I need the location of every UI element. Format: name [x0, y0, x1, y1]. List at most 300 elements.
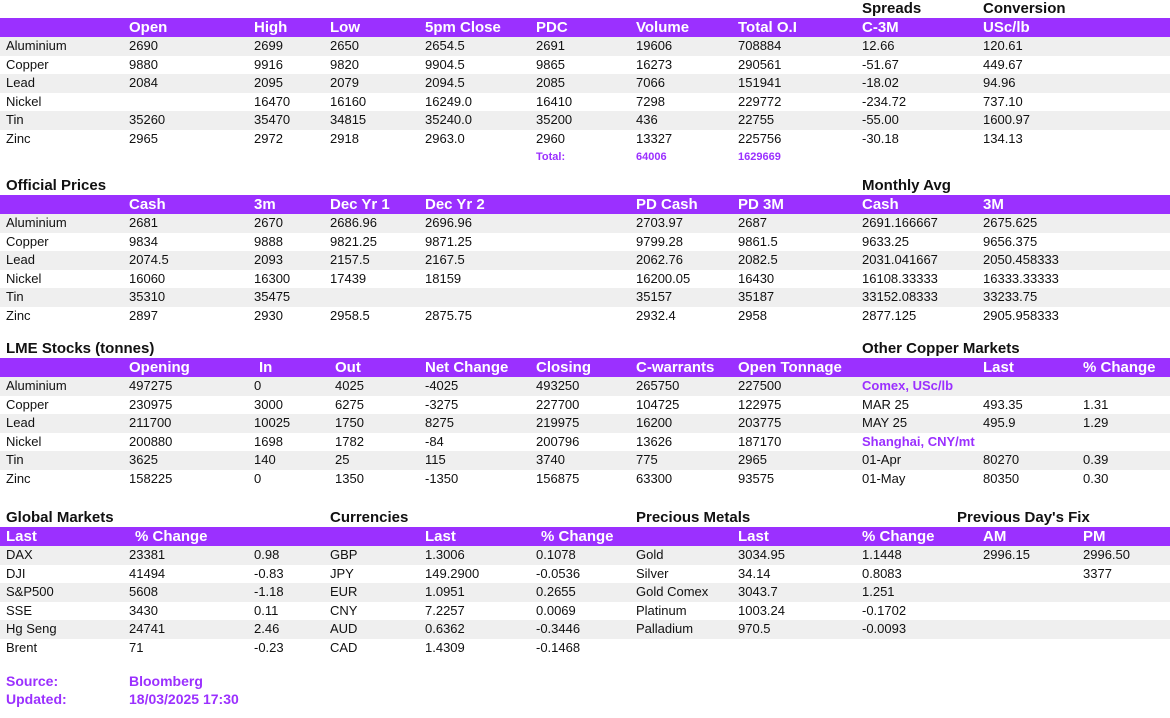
stocks-row [0, 470, 1170, 489]
markets-row [0, 583, 1170, 602]
metal-name: Aluminium [6, 38, 67, 53]
in-value: 0 [254, 470, 262, 486]
avg-cash-value: 2691.166667 [862, 215, 938, 230]
section1-title-row [0, 0, 1170, 18]
col-avg-3m: 3M [983, 196, 1004, 213]
closing-value: 3740 [536, 452, 565, 467]
conversion-value: 1600.97 [983, 112, 1030, 127]
close-value: 2963.0 [425, 130, 465, 146]
in-value: 3000 [254, 396, 283, 412]
net-change-value: 115 [425, 452, 446, 467]
official-row [0, 288, 1170, 307]
contract-label: MAR 25 [862, 396, 909, 412]
high-value: 35470 [254, 112, 291, 127]
closing-value: 227700 [536, 396, 580, 412]
oi-value: 290561 [738, 56, 782, 72]
open-value: 2965 [129, 130, 158, 146]
prices-header-row [0, 18, 1170, 37]
other-last-value: 493.35 [983, 396, 1023, 412]
precious-name: Gold [636, 547, 664, 562]
markets-row [0, 602, 1170, 621]
precious-name: Gold Comex [636, 584, 709, 599]
conversion-value: 120.61 [983, 38, 1023, 53]
precious-change: -0.1702 [862, 602, 907, 618]
pd-3m-value: 16430 [738, 270, 775, 286]
c-warrants-value: 265750 [636, 378, 680, 393]
metal-name: Tin [6, 289, 24, 304]
official-prices-title: Official Prices [6, 177, 107, 194]
pd-cash-value: 2062.76 [636, 252, 683, 267]
other-last-value: 80270 [983, 452, 1020, 467]
opening-value: 211700 [129, 415, 172, 430]
open-value: 9880 [129, 56, 158, 72]
low-value: 9820 [330, 56, 359, 72]
metal-name: Nickel [6, 433, 42, 449]
footer [0, 672, 1170, 718]
col-total-oi: Total O.I [738, 19, 797, 36]
precious-last: 1003.24 [738, 602, 785, 618]
col-low: Low [330, 19, 360, 36]
other-change-value: 1.31 [1083, 396, 1109, 412]
precious-change: 0.8083 [862, 565, 902, 581]
markets-section [0, 509, 1170, 657]
cash-value: 2074.5 [129, 252, 169, 267]
currency-change: 0.2655 [536, 584, 576, 599]
index-last: 24741 [129, 621, 166, 636]
closing-value: 219975 [536, 415, 580, 430]
net-change-value: 8275 [425, 415, 454, 430]
markets-row [0, 620, 1170, 639]
col-fix-am: AM [983, 528, 1007, 545]
index-name: SSE [6, 602, 33, 618]
pdc-value: 2960 [536, 130, 565, 146]
dec-yr1-value: 9821.25 [330, 233, 377, 249]
oi-value: 151941 [738, 75, 782, 90]
contract-label: MAY 25 [862, 415, 908, 430]
index-name: Brent [6, 639, 38, 655]
official-header-row [0, 195, 1170, 214]
c-warrants-value: 104725 [636, 396, 680, 412]
col-usc-lb: USc/lb [983, 19, 1030, 36]
col-volume: Volume [636, 19, 690, 36]
out-value: 4025 [335, 378, 364, 393]
high-value: 2095 [254, 75, 283, 90]
col-c-3m: C-3M [862, 19, 899, 36]
volume-value: 7298 [636, 93, 665, 109]
dec-yr1-value: 2686.96 [330, 215, 377, 230]
col-opening: Opening [129, 359, 190, 376]
precious-change: 1.251 [862, 584, 895, 599]
out-value: 1750 [335, 415, 364, 430]
index-name: Hg Seng [6, 621, 57, 636]
conversion-value: 94.96 [983, 75, 1016, 90]
index-last: 71 [129, 639, 144, 655]
col-dec-yr2: Dec Yr 2 [425, 196, 485, 213]
avg-3m-value: 33233.75 [983, 289, 1038, 304]
oi-value: 229772 [738, 93, 782, 109]
close-value: 2654.5 [425, 38, 465, 53]
index-name: DAX [6, 547, 33, 562]
avg-3m-value: 2050.458333 [983, 252, 1059, 267]
dec-yr1-value: 2958.5 [330, 307, 370, 323]
official-row [0, 270, 1170, 289]
cash-value: 2681 [129, 215, 158, 230]
pdc-value: 35200 [536, 112, 573, 127]
fix-am-value: 2996.15 [983, 547, 1030, 562]
volume-value: 7066 [636, 75, 665, 90]
currency-name: CNY [330, 602, 358, 618]
out-value: 25 [335, 452, 350, 467]
in-value: 0 [254, 378, 262, 393]
source-value: Bloomberg [129, 673, 203, 689]
net-change-value: -4025 [425, 378, 459, 393]
metal-name: Nickel [6, 270, 42, 286]
col-precious-change: % Change [862, 528, 935, 545]
cash-value: 35310 [129, 289, 166, 304]
high-value: 16470 [254, 93, 291, 109]
col-precious-last: Last [738, 528, 769, 545]
conversion-value: 449.67 [983, 56, 1023, 72]
conversion-value: 134.13 [983, 130, 1023, 146]
metal-name: Tin [6, 452, 24, 467]
precious-last: 970.5 [738, 621, 771, 636]
currency-change: -0.3446 [536, 621, 581, 636]
net-change-value: -84 [425, 433, 444, 449]
c-warrants-value: 13626 [636, 433, 673, 449]
stocks-row [0, 414, 1170, 433]
pdc-value: 16410 [536, 93, 573, 109]
index-last: 23381 [129, 547, 166, 562]
stocks-header-row [0, 358, 1170, 377]
metal-name: Lead [6, 415, 35, 430]
col-other-change: % Change [1083, 359, 1156, 376]
3m-value: 16300 [254, 270, 291, 286]
close-value: 16249.0 [425, 93, 472, 109]
pd-3m-value: 9861.5 [738, 233, 778, 249]
high-value: 2699 [254, 38, 283, 53]
col-high: High [254, 19, 288, 36]
dec-yr2-value: 18159 [425, 270, 462, 286]
opening-value: 497275 [129, 378, 173, 393]
total-volume: 64006 [636, 151, 667, 163]
col-currency-change: % Change [541, 528, 614, 545]
c-warrants-value: 775 [636, 452, 658, 467]
avg-cash-value: 2877.125 [862, 307, 917, 323]
spread-value: -55.00 [862, 112, 899, 127]
metal-name: Nickel [6, 93, 42, 109]
currency-change: 0.0069 [536, 602, 576, 618]
dec-yr2-value: 2167.5 [425, 252, 465, 267]
currency-change: 0.1078 [536, 547, 576, 562]
low-value: 16160 [330, 93, 367, 109]
pd-3m-value: 2958 [738, 307, 767, 323]
avg-cash-value: 9633.25 [862, 233, 909, 249]
metal-name: Copper [6, 56, 49, 72]
currency-name: JPY [330, 565, 354, 581]
metal-name: Lead [6, 75, 35, 90]
lme-stocks-title: LME Stocks (tonnes) [6, 340, 155, 357]
currency-change: -0.1468 [536, 639, 581, 655]
open-tonnage-value: 93575 [738, 470, 775, 486]
stocks-row [0, 377, 1170, 396]
updated-label: Updated: [6, 691, 67, 707]
metal-name: Aluminium [6, 378, 67, 393]
in-value: 140 [254, 452, 276, 467]
col-5pm-close: 5pm Close [425, 19, 501, 36]
close-value: 2094.5 [425, 75, 465, 90]
avg-cash-value: 2031.041667 [862, 252, 938, 267]
c-warrants-value: 16200 [636, 415, 673, 430]
section2-title-row [0, 177, 1170, 195]
spread-value: -30.18 [862, 130, 899, 146]
low-value: 2918 [330, 130, 359, 146]
index-change: 2.46 [254, 621, 280, 636]
col-pdc: PDC [536, 19, 568, 36]
col-avg-cash: Cash [862, 196, 899, 213]
volume-value: 436 [636, 112, 658, 127]
market-group-label: Shanghai, CNY/mt [862, 433, 975, 449]
section4-title-row [0, 509, 1170, 527]
in-value: 1698 [254, 433, 283, 449]
col-c-warrants: C-warrants [636, 359, 715, 376]
avg-cash-value: 33152.08333 [862, 289, 938, 304]
prices-row [0, 130, 1170, 149]
lme-stocks-section [0, 340, 1170, 488]
stocks-row [0, 433, 1170, 452]
index-change: -0.23 [254, 639, 284, 655]
avg-cash-value: 16108.33333 [862, 270, 938, 286]
precious-name: Platinum [636, 602, 687, 618]
source-label: Source: [6, 673, 59, 689]
col-open-tonnage: Open Tonnage [738, 359, 842, 376]
pd-3m-value: 2687 [738, 215, 767, 230]
markets-header-row [0, 527, 1170, 546]
other-last-value: 495.9 [983, 415, 1016, 430]
dec-yr2-value: 2875.75 [425, 307, 472, 323]
net-change-value: -1350 [425, 470, 459, 486]
pd-cash-value: 9799.28 [636, 233, 683, 249]
spread-value: -18.02 [862, 75, 899, 90]
high-value: 2972 [254, 130, 283, 146]
currency-last: 1.0951 [425, 584, 465, 599]
low-value: 34815 [330, 112, 367, 127]
pd-3m-value: 35187 [738, 289, 775, 304]
3m-value: 2930 [254, 307, 283, 323]
opening-value: 200880 [129, 433, 173, 449]
pd-cash-value: 16200.05 [636, 270, 691, 286]
col-pd-3m: PD 3M [738, 196, 784, 213]
official-row [0, 251, 1170, 270]
previous-fix-title: Previous Day's Fix [957, 509, 1090, 526]
metal-name: Tin [6, 112, 24, 127]
metal-name: Zinc [6, 307, 31, 323]
open-value: 35260 [129, 112, 166, 127]
open-value: 2084 [129, 75, 158, 90]
markets-row [0, 546, 1170, 565]
opening-value: 230975 [129, 396, 173, 412]
closing-value: 200796 [536, 433, 580, 449]
other-change-value: 0.39 [1083, 452, 1109, 467]
col-global-change: % Change [135, 528, 208, 545]
updated-value: 18/03/2025 17:30 [129, 691, 239, 707]
col-dec-yr1: Dec Yr 1 [330, 196, 390, 213]
conversion-value: 737.10 [983, 93, 1023, 109]
currency-last: 149.2900 [425, 565, 480, 581]
precious-change: -0.0093 [862, 621, 907, 636]
official-row [0, 307, 1170, 326]
pd-cash-value: 2703.97 [636, 215, 683, 230]
high-value: 9916 [254, 56, 283, 72]
volume-value: 19606 [636, 38, 673, 53]
volume-value: 13327 [636, 130, 673, 146]
precious-metals-title: Precious Metals [636, 509, 751, 526]
open-tonnage-value: 2965 [738, 452, 767, 467]
volume-value: 16273 [636, 56, 673, 72]
col-global-last: Last [6, 528, 37, 545]
col-cash: Cash [129, 196, 166, 213]
pd-3m-value: 2082.5 [738, 252, 778, 267]
stocks-row [0, 396, 1170, 415]
col-in: In [259, 359, 273, 376]
low-value: 2079 [330, 75, 359, 90]
cash-value: 9834 [129, 233, 158, 249]
col-pd-cash: PD Cash [636, 196, 698, 213]
oi-value: 22755 [738, 112, 775, 127]
avg-3m-value: 16333.33333 [983, 270, 1059, 286]
index-last: 5608 [129, 584, 158, 599]
dec-yr2-value: 9871.25 [425, 233, 472, 249]
open-tonnage-value: 203775 [738, 415, 782, 430]
currency-last: 0.6362 [425, 621, 465, 636]
markets-row [0, 565, 1170, 584]
total-row [0, 148, 1170, 167]
col-out: Out [335, 359, 361, 376]
section3-title-row [0, 340, 1170, 358]
open-tonnage-value: 187170 [738, 433, 782, 449]
prices-row [0, 74, 1170, 93]
markets-row [0, 639, 1170, 658]
spread-value: -51.67 [862, 56, 899, 72]
currencies-title: Currencies [330, 509, 409, 526]
official-row [0, 233, 1170, 252]
fix-pm-value: 3377 [1083, 565, 1112, 581]
pdc-value: 9865 [536, 56, 565, 72]
other-last-value: 80350 [983, 470, 1020, 486]
precious-last: 34.14 [738, 565, 771, 581]
oi-value: 225756 [738, 130, 782, 146]
index-change: -0.83 [254, 565, 284, 581]
index-last: 41494 [129, 565, 166, 581]
spread-value: 12.66 [862, 38, 895, 53]
prices-row [0, 37, 1170, 56]
net-change-value: -3275 [425, 396, 459, 412]
currency-change: -0.0536 [536, 565, 581, 581]
avg-3m-value: 2675.625 [983, 215, 1038, 230]
dec-yr1-value: 17439 [330, 270, 367, 286]
opening-value: 3625 [129, 452, 158, 467]
col-net-change: Net Change [425, 359, 509, 376]
other-change-value: 1.29 [1083, 415, 1109, 430]
in-value: 10025 [254, 415, 291, 430]
closing-value: 493250 [536, 378, 580, 393]
currency-name: AUD [330, 621, 358, 636]
total-label: Total: [536, 151, 566, 163]
index-name: DJI [6, 565, 26, 581]
avg-3m-value: 9656.375 [983, 233, 1038, 249]
fix-pm-value: 2996.50 [1083, 547, 1130, 562]
3m-value: 9888 [254, 233, 283, 249]
pdc-value: 2085 [536, 75, 565, 90]
open-value: 2690 [129, 38, 158, 53]
precious-last: 3043.7 [738, 584, 778, 599]
index-last: 3430 [129, 602, 158, 618]
prices-row [0, 56, 1170, 75]
pdc-value: 2691 [536, 38, 565, 53]
cash-value: 2897 [129, 307, 158, 323]
close-value: 9904.5 [425, 56, 465, 72]
col-open: Open [129, 19, 168, 36]
c-warrants-value: 63300 [636, 470, 673, 486]
3m-value: 2093 [254, 252, 283, 267]
index-name: S&P500 [6, 584, 54, 599]
open-tonnage-value: 122975 [738, 396, 782, 412]
out-value: 1350 [335, 470, 364, 486]
cash-value: 16060 [129, 270, 166, 286]
official-prices-section [0, 177, 1170, 325]
metal-name: Aluminium [6, 215, 67, 230]
currency-name: CAD [330, 639, 358, 655]
currency-name: GBP [330, 547, 358, 562]
oi-value: 708884 [738, 38, 782, 53]
stocks-row [0, 451, 1170, 470]
opening-value: 158225 [129, 470, 173, 486]
official-row [0, 214, 1170, 233]
global-markets-title: Global Markets [6, 509, 114, 526]
3m-value: 35475 [254, 289, 291, 304]
pd-cash-value: 35157 [636, 289, 673, 304]
monthly-avg-title: Monthly Avg [862, 177, 951, 194]
metal-name: Zinc [6, 470, 31, 486]
precious-last: 3034.95 [738, 547, 785, 562]
index-change: -1.18 [254, 584, 284, 599]
metal-name: Copper [6, 233, 49, 249]
index-change: 0.98 [254, 547, 280, 562]
closing-value: 156875 [536, 470, 580, 486]
currency-last: 1.4309 [425, 639, 465, 655]
precious-name: Silver [636, 565, 669, 581]
low-value: 2650 [330, 38, 359, 53]
col-other-last: Last [983, 359, 1014, 376]
pd-cash-value: 2932.4 [636, 307, 676, 323]
open-tonnage-value: 227500 [738, 378, 782, 393]
prices-row [0, 111, 1170, 130]
spread-value: -234.72 [862, 93, 907, 109]
currency-last: 1.3006 [425, 547, 465, 562]
currency-last: 7.2257 [425, 602, 465, 618]
col-fix-pm: PM [1083, 528, 1106, 545]
dec-yr2-value: 2696.96 [425, 215, 472, 230]
contract-label: 01-May [862, 470, 906, 486]
conversion-title: Conversion [983, 0, 1066, 17]
out-value: 1782 [335, 433, 364, 449]
prices-row [0, 93, 1170, 112]
out-value: 6275 [335, 396, 364, 412]
precious-change: 1.1448 [862, 547, 902, 562]
spreads-title: Spreads [862, 0, 922, 17]
index-change: 0.11 [254, 602, 279, 618]
market-group-label: Comex, USc/lb [862, 378, 954, 393]
close-value: 35240.0 [425, 112, 472, 127]
